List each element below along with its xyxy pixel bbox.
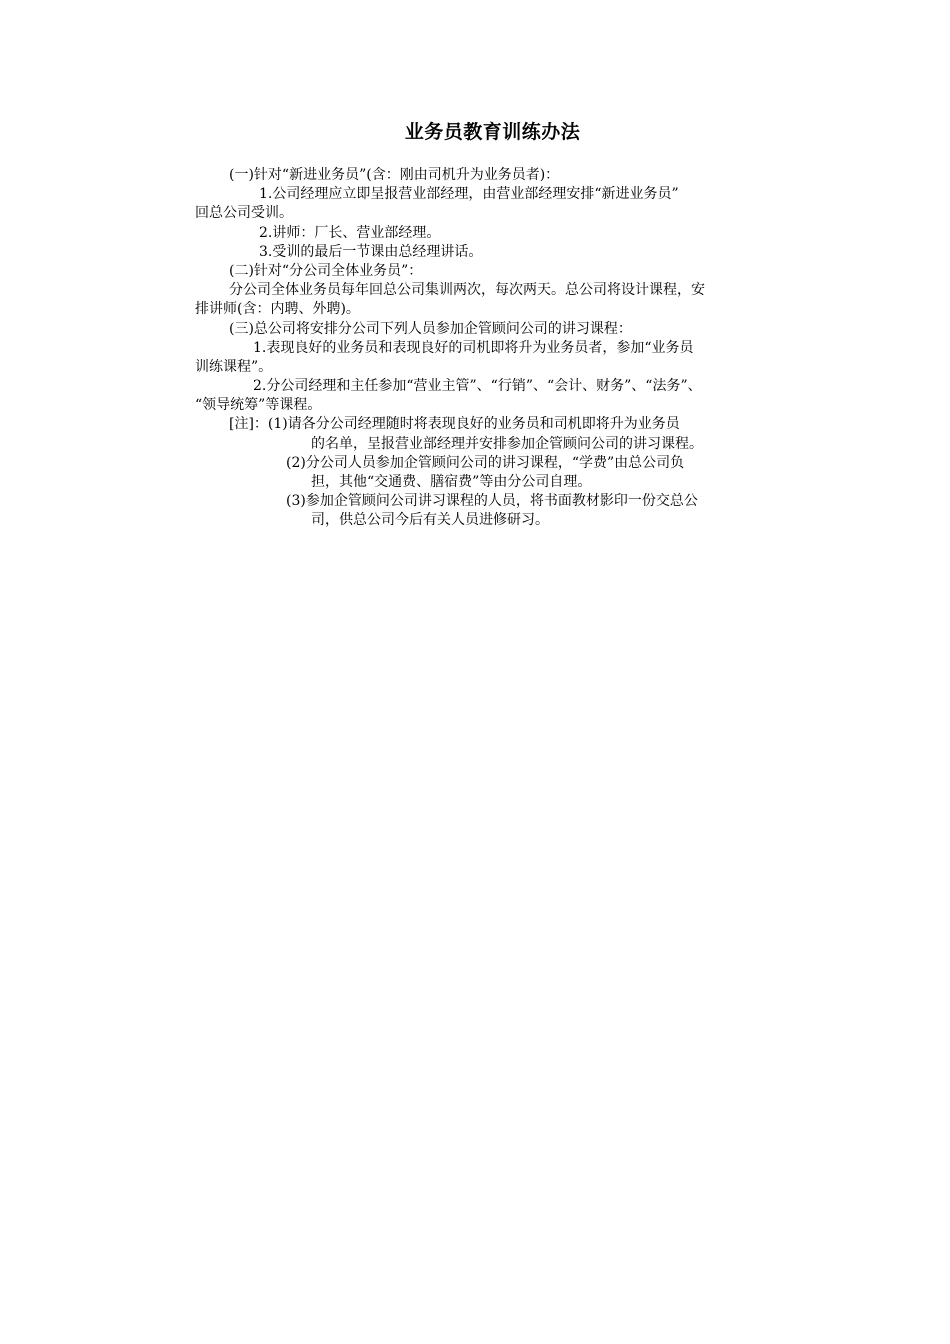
note-3-cont: 司，供总公司今后有关人员进修研习。 bbox=[311, 512, 549, 529]
document-title: 业务员教育训练办法 bbox=[404, 121, 581, 143]
section-3-heading: (三)总公司将安排分公司下列人员参加企管顾问公司的讲习课程： bbox=[229, 320, 632, 337]
section-3-item-1-cont: 训练课程”。 bbox=[195, 358, 273, 375]
note-2-cont: 担，其他“交通费、膳宿费”等由分公司自理。 bbox=[311, 474, 592, 490]
note-2: (2)分公司人员参加企管顾问公司的讲习课程，“学费”由总公司负 bbox=[286, 454, 685, 471]
section-2-heading: (二)针对“分公司全体业务员”： bbox=[229, 262, 423, 279]
section-1-item-2: 2.讲师：厂长、营业部经理。 bbox=[259, 224, 441, 241]
note-1: [注]：(1)请各分公司经理随时将表现良好的业务员和司机即将升为业务员 bbox=[229, 416, 680, 433]
section-1-heading: (一)针对“新进业务员”(含：刚由司机升为业务员者)： bbox=[229, 167, 560, 183]
section-2-paragraph: 分公司全体业务员每年回总公司集训两次，每次两天。总公司将设计课程，安 bbox=[229, 282, 705, 299]
document-body bbox=[195, 166, 795, 531]
section-3-item-2-cont: “领导统筹”等课程。 bbox=[195, 397, 322, 414]
note-3: (3)参加企管顾问公司讲习课程的人员，将书面教材影印一份交总公 bbox=[286, 493, 698, 510]
section-3-item-2: 2.分公司经理和主任参加“营业主管”、“行销”、“会计、财务”、“法务”、 bbox=[253, 378, 702, 395]
section-2-paragraph-cont: 排讲师(含：内聘、外聘)。 bbox=[195, 301, 360, 318]
note-1-cont: 的名单，呈报营业部经理并安排参加企管顾问公司的讲习课程。 bbox=[311, 435, 703, 452]
section-1-item-3: 3.受训的最后一节课由总经理讲话。 bbox=[259, 243, 483, 260]
section-1-item-1: 1.公司经理应立即呈报营业部经理，由营业部经理安排“新进业务员” bbox=[259, 186, 679, 203]
section-1-item-1-cont: 回总公司受训。 bbox=[195, 205, 293, 222]
section-3-item-1: 1.表现良好的业务员和表现良好的司机即将升为业务员者，参加“业务员 bbox=[253, 339, 694, 356]
